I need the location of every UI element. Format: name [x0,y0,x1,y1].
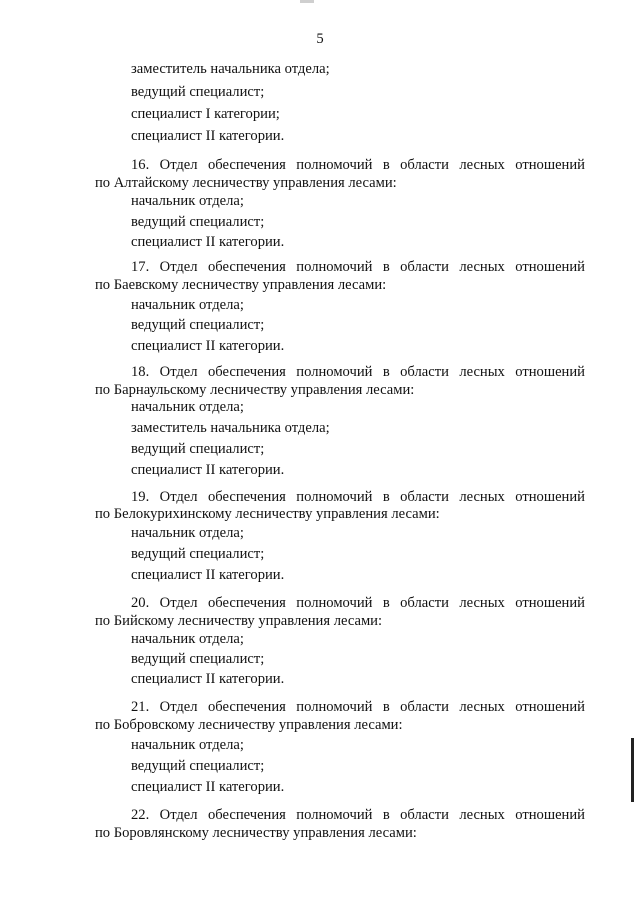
list-item: начальник отдела; [131,525,244,541]
list-item: начальник отдела; [131,399,244,415]
page-number: 5 [316,31,324,47]
section-heading-cont: по Барнаульскому лесничеству управления лесами: [95,382,415,398]
list-item: заместитель начальника отдела; [131,61,330,77]
list-item: ведущий специалист; [131,546,265,562]
section-heading: 17. Отдел обеспечения полномочий в области лесных отношений [131,259,585,275]
list-item: специалист II категории. [131,567,285,583]
list-item: ведущий специалист; [131,651,265,667]
list-item: специалист II категории. [131,462,285,478]
section-heading: 16. Отдел обеспечения полномочий в области лесных отношений [131,157,585,173]
list-item: ведущий специалист; [131,441,265,457]
list-item: ведущий специалист; [131,214,265,230]
list-item: специалист II категории. [131,338,285,354]
list-item: ведущий специалист; [131,758,265,774]
list-item: специалист II категории. [131,128,285,144]
list-item: специалист I категории; [131,106,280,122]
section-heading-cont: по Белокурихинскому лесничеству управления лесами: [95,506,440,522]
list-item: начальник отдела; [131,297,244,313]
list-item: начальник отдела; [131,631,244,647]
section-heading: 18. Отдел обеспечения полномочий в области лесных отношений [131,364,585,380]
scan-artifact-top [300,0,314,3]
list-item: заместитель начальника отдела; [131,420,330,436]
list-item: ведущий специалист; [131,317,265,333]
section-heading-cont: по Бобровскому лесничеству управления лесами: [95,717,403,733]
section-heading: 20. Отдел обеспечения полномочий в области лесных отношений [131,595,585,611]
list-item: ведущий специалист; [131,84,265,100]
list-item: специалист II категории. [131,671,285,687]
section-heading-cont: по Баевскому лесничеству управления лесами: [95,277,387,293]
list-item: специалист II категории. [131,234,285,250]
list-item: специалист II категории. [131,779,285,795]
section-heading-cont: по Бийскому лесничеству управления лесами: [95,613,383,629]
section-heading: 22. Отдел обеспечения полномочий в области лесных отношений [131,807,585,823]
section-heading: 21. Отдел обеспечения полномочий в области лесных отношений [131,699,585,715]
list-item: начальник отдела; [131,193,244,209]
list-item: начальник отдела; [131,737,244,753]
section-heading: 19. Отдел обеспечения полномочий в области лесных отношений [131,489,585,505]
section-heading-cont: по Боровлянскому лесничеству управления лесами: [95,825,417,841]
scan-edge-artifact [631,738,634,802]
section-heading-cont: по Алтайскому лесничеству управления лесами: [95,175,397,191]
